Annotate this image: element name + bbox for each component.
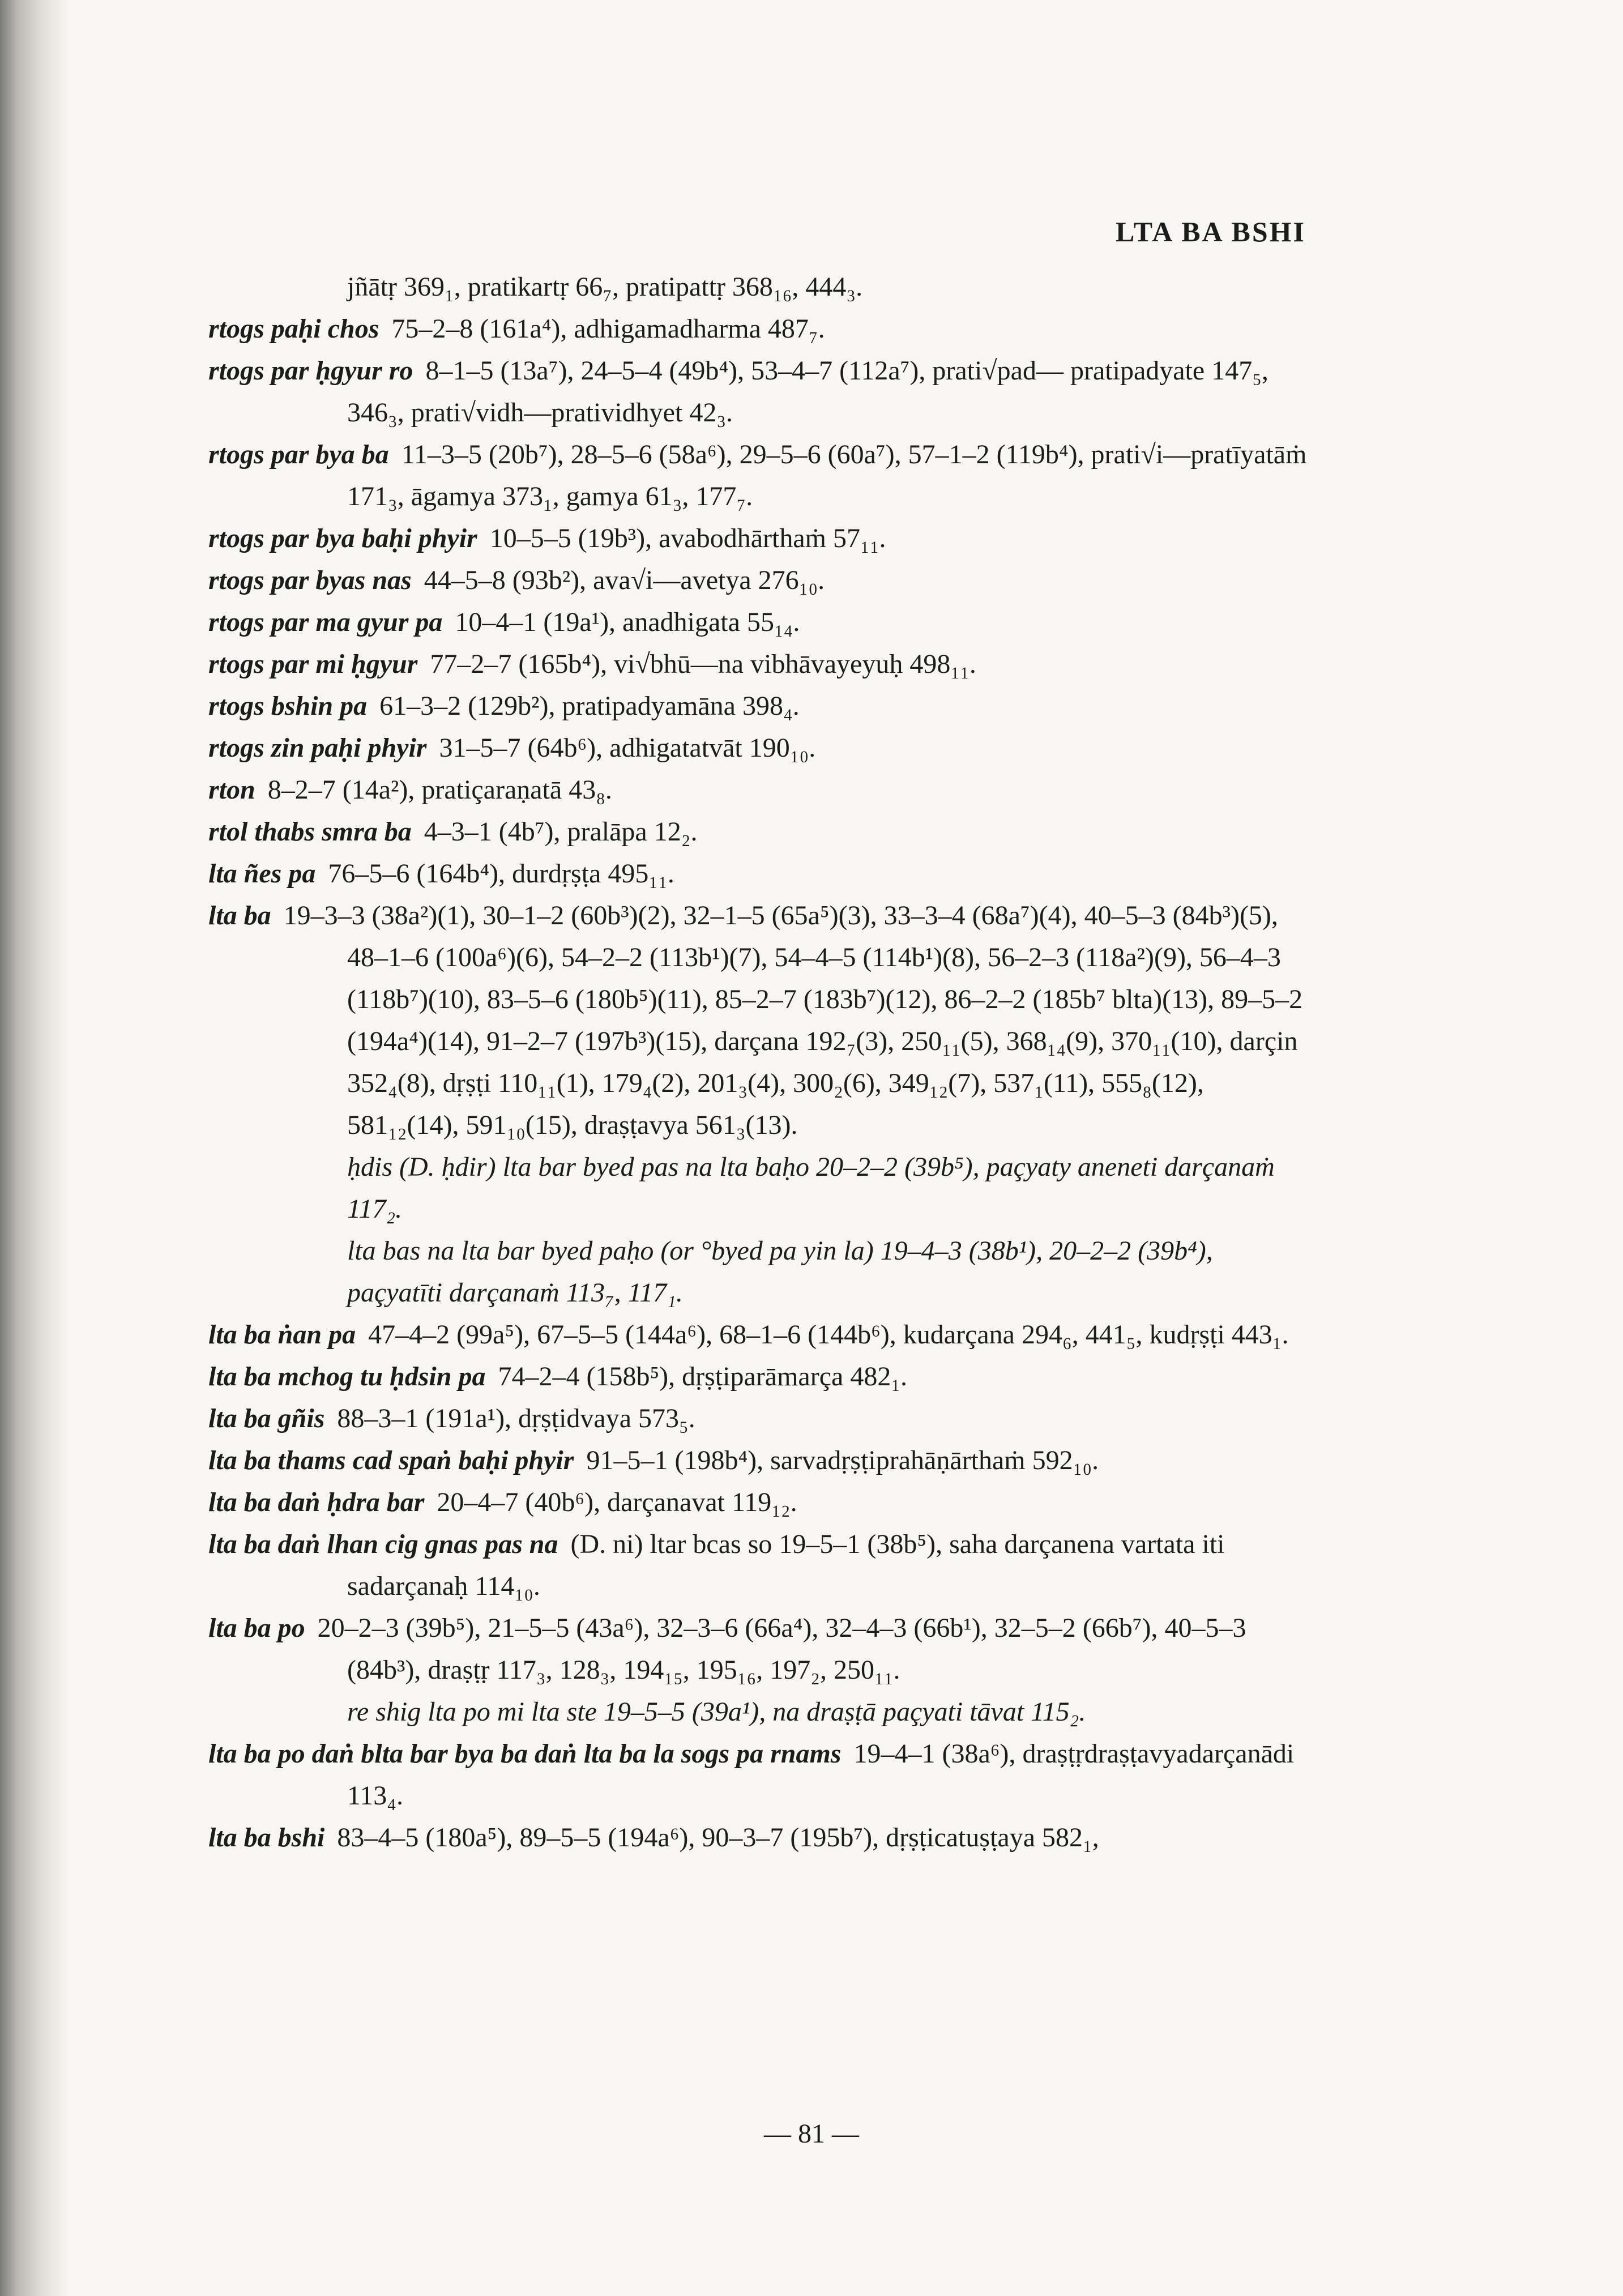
- entry-text: 19–4–1 (38a⁶), draṣṭṛdraṣṭavyadarçanādi 113₄.: [347, 1739, 1295, 1811]
- entry: [208, 1482, 1307, 1523]
- entry: [208, 434, 1307, 518]
- entry: [208, 308, 1307, 350]
- headword: rtogs par mi ḥgyur: [208, 649, 418, 679]
- headword: lta ba mchog tu ḥdsin pa: [208, 1362, 486, 1392]
- entry: [208, 769, 1307, 811]
- entry-text: 10–4–1 (19a¹), anadhigata 55₁₄.: [455, 607, 800, 637]
- headword: lta ba bshi: [208, 1823, 325, 1853]
- entry-text: 75–2–8 (161a⁴), adhigamadharma 487₇.: [391, 314, 825, 344]
- entry: [208, 1523, 1307, 1607]
- headword: lta ba gñis: [208, 1403, 325, 1433]
- entry-text: 11–3–5 (20b⁷), 28–5–6 (58a⁶), 29–5–6 (60a⁷), 57–1–2 (119b⁴), prati√i—pratīyatāṁ 171₃, āgamya 373₁, gamya 61₃, 177₇.: [347, 439, 1307, 511]
- entry: [208, 1607, 1307, 1691]
- entry-text: (D. ni) ltar bcas so 19–5–1 (38b⁵), saha darçanena vartata iti sadarçanaḥ 114₁₀.: [347, 1529, 1225, 1601]
- entry-text: 91–5–1 (198b⁴), sarvadṛṣṭiprahāṇārthaṁ 592₁₀.: [586, 1445, 1099, 1475]
- entry: [208, 685, 1307, 727]
- entry-text: 88–3–1 (191a¹), dṛṣṭidvaya 573₅.: [337, 1403, 695, 1433]
- entry-text: 47–4–2 (99a⁵), 67–5–5 (144a⁶), 68–1–6 (144b⁶), kudarçana 294₆, 441₅, kudṛṣṭi 443₁.: [368, 1320, 1289, 1350]
- entry-text: 31–5–7 (64b⁶), adhigatatvāt 190₁₀.: [439, 733, 816, 763]
- entry-text: 20–2–3 (39b⁵), 21–5–5 (43a⁶), 32–3–6 (66a⁴), 32–4–3 (66b¹), 32–5–2 (66b⁷), 40–5–3 (84b³), draṣṭṛ 117₃, 128₃, 194₁₅, 195₁₆, 197₂, 250₁₁.: [317, 1613, 1246, 1685]
- entry: [208, 727, 1307, 769]
- headword: lta ba po daṅ blta bar bya ba daṅ lta ba la sogs pa rnams: [208, 1739, 842, 1769]
- headword: lta ba thams cad spaṅ baḥi phyir: [208, 1445, 574, 1475]
- entry-subentry: re shig lta po mi lta ste 19–5–5 (39a¹), na draṣṭā paçyati tāvat 115₂.: [347, 1697, 1086, 1727]
- page-number: — 81 —: [764, 2119, 859, 2149]
- entry-text: 4–3–1 (4b⁷), pralāpa 12₂.: [424, 817, 698, 847]
- entry: [208, 560, 1307, 601]
- entry: [208, 1440, 1307, 1482]
- headword: lta ba daṅ ḥdra bar: [208, 1487, 425, 1517]
- entry-text: 61–3–2 (129b²), pratipadyamāna 398₄.: [379, 691, 800, 721]
- entry-text: 20–4–7 (40b⁶), darçanavat 119₁₂.: [437, 1487, 797, 1517]
- entry-subentry: lta bas na lta bar byed paḥo (or °byed pa yin la) 19–4–3 (38b¹), 20–2–2 (39b⁴), paçyatīti darçanaṁ 113₇, 117₁.: [347, 1236, 1213, 1308]
- entry: [208, 350, 1307, 434]
- entry-text: 74–2–4 (158b⁵), dṛṣṭiparāmarça 482₁.: [498, 1362, 908, 1392]
- headword: rton: [208, 775, 255, 805]
- headword: rtol thabs smra ba: [208, 817, 412, 847]
- headword: lta ñes pa: [208, 859, 316, 889]
- headword: lta ba daṅ lhan cig gnas pas na: [208, 1529, 558, 1559]
- entry: [208, 1398, 1307, 1440]
- entry: [208, 601, 1307, 643]
- headword: rtogs par byas nas: [208, 565, 412, 595]
- headword: lta ba po: [208, 1613, 305, 1643]
- entry-text: 8–2–7 (14a²), pratiçaraṇatā 43₈.: [267, 775, 612, 805]
- entry-text: 77–2–7 (165b⁴), vi√bhū—na vibhāvayeyuḥ 498₁₁.: [430, 649, 976, 679]
- headword: rtogs bshin pa: [208, 691, 368, 721]
- headword: rtogs zin paḥi phyir: [208, 733, 427, 763]
- entry-continuation: jñātṛ 369₁, pratikartṛ 66₇, pratipattṛ 368₁₆, 444₃.: [347, 272, 863, 302]
- entry: [208, 895, 1307, 1146]
- headword: rtogs paḥi chos: [208, 314, 379, 344]
- entry-text: 83–4–5 (180a⁵), 89–5–5 (194a⁶), 90–3–7 (195b⁷), dṛṣṭicatuṣṭaya 582₁,: [337, 1823, 1099, 1853]
- entry: [208, 1817, 1307, 1859]
- headword: rtogs par ḥgyur ro: [208, 356, 413, 386]
- entry: [208, 1356, 1307, 1398]
- entry: [208, 643, 1307, 685]
- entry: [208, 518, 1307, 560]
- scan-binding-shadow: [0, 0, 68, 2296]
- entry: [208, 853, 1307, 895]
- entry-text: 10–5–5 (19b³), avabodhārthaṁ 57₁₁.: [489, 523, 886, 553]
- running-head: LTA BA BSHI: [1116, 216, 1306, 247]
- entry-text: 8–1–5 (13a⁷), 24–5–4 (49b⁴), 53–4–7 (112a⁷), prati√pad— pratipadyate 147₅, 346₃, prati√vidh—pratividhyet 42₃.: [347, 356, 1268, 428]
- headword: lta ba ṅan pa: [208, 1320, 356, 1350]
- entry: [208, 1314, 1307, 1356]
- entry-text: 19–3–3 (38a²)(1), 30–1–2 (60b³)(2), 32–1–5 (65a⁵)(3), 33–3–4 (68a⁷)(4), 40–5–3 (84b³)(5), 48–1–6 (100a⁶)(6), 54–2–2 (113b¹)(7), 54–4–5 (114b¹)(8), 56–2–3 (118a²)(9), 56–4–3 (118b⁷)(10), 83–5–6 (180b⁵)(11), 85–2–7 (183b⁷)(12), 86–2–2 (185b⁷ blta)(13), 89–5–2 (194a⁴)(14), 91–2–7 (197b³)(15), darçana 192₇(3), 250₁₁(5), 368₁₄(9), 370₁₁(10), darçin 352₄(8), dṛṣṭi 110₁₁(1), 179₄(2), 201₃(4), 300₂(6), 349₁₂(7), 537₁(11), 555₈(12), 581₁₂(14), 591₁₀(15), draṣṭavya 561₃(13).: [283, 901, 1303, 1140]
- headword: rtogs par bya ba: [208, 439, 389, 470]
- entry-subentry: ḥdis (D. ḥdir) lta bar byed pas na lta baḥo 20–2–2 (39b⁵), paçyaty aneneti darçanaṁ 117₂.: [347, 1152, 1275, 1224]
- entry: [208, 811, 1307, 853]
- dictionary-entries: [208, 266, 1307, 1859]
- headword: lta ba: [208, 901, 271, 931]
- entry-text: 76–5–6 (164b⁴), durdṛṣṭa 495₁₁.: [328, 859, 674, 889]
- headword: rtogs par bya baḥi phyir: [208, 523, 477, 553]
- headword: rtogs par ma gyur pa: [208, 607, 443, 637]
- entry: [208, 1733, 1307, 1817]
- entry-text: 44–5–8 (93b²), ava√i—avetya 276₁₀.: [424, 565, 825, 595]
